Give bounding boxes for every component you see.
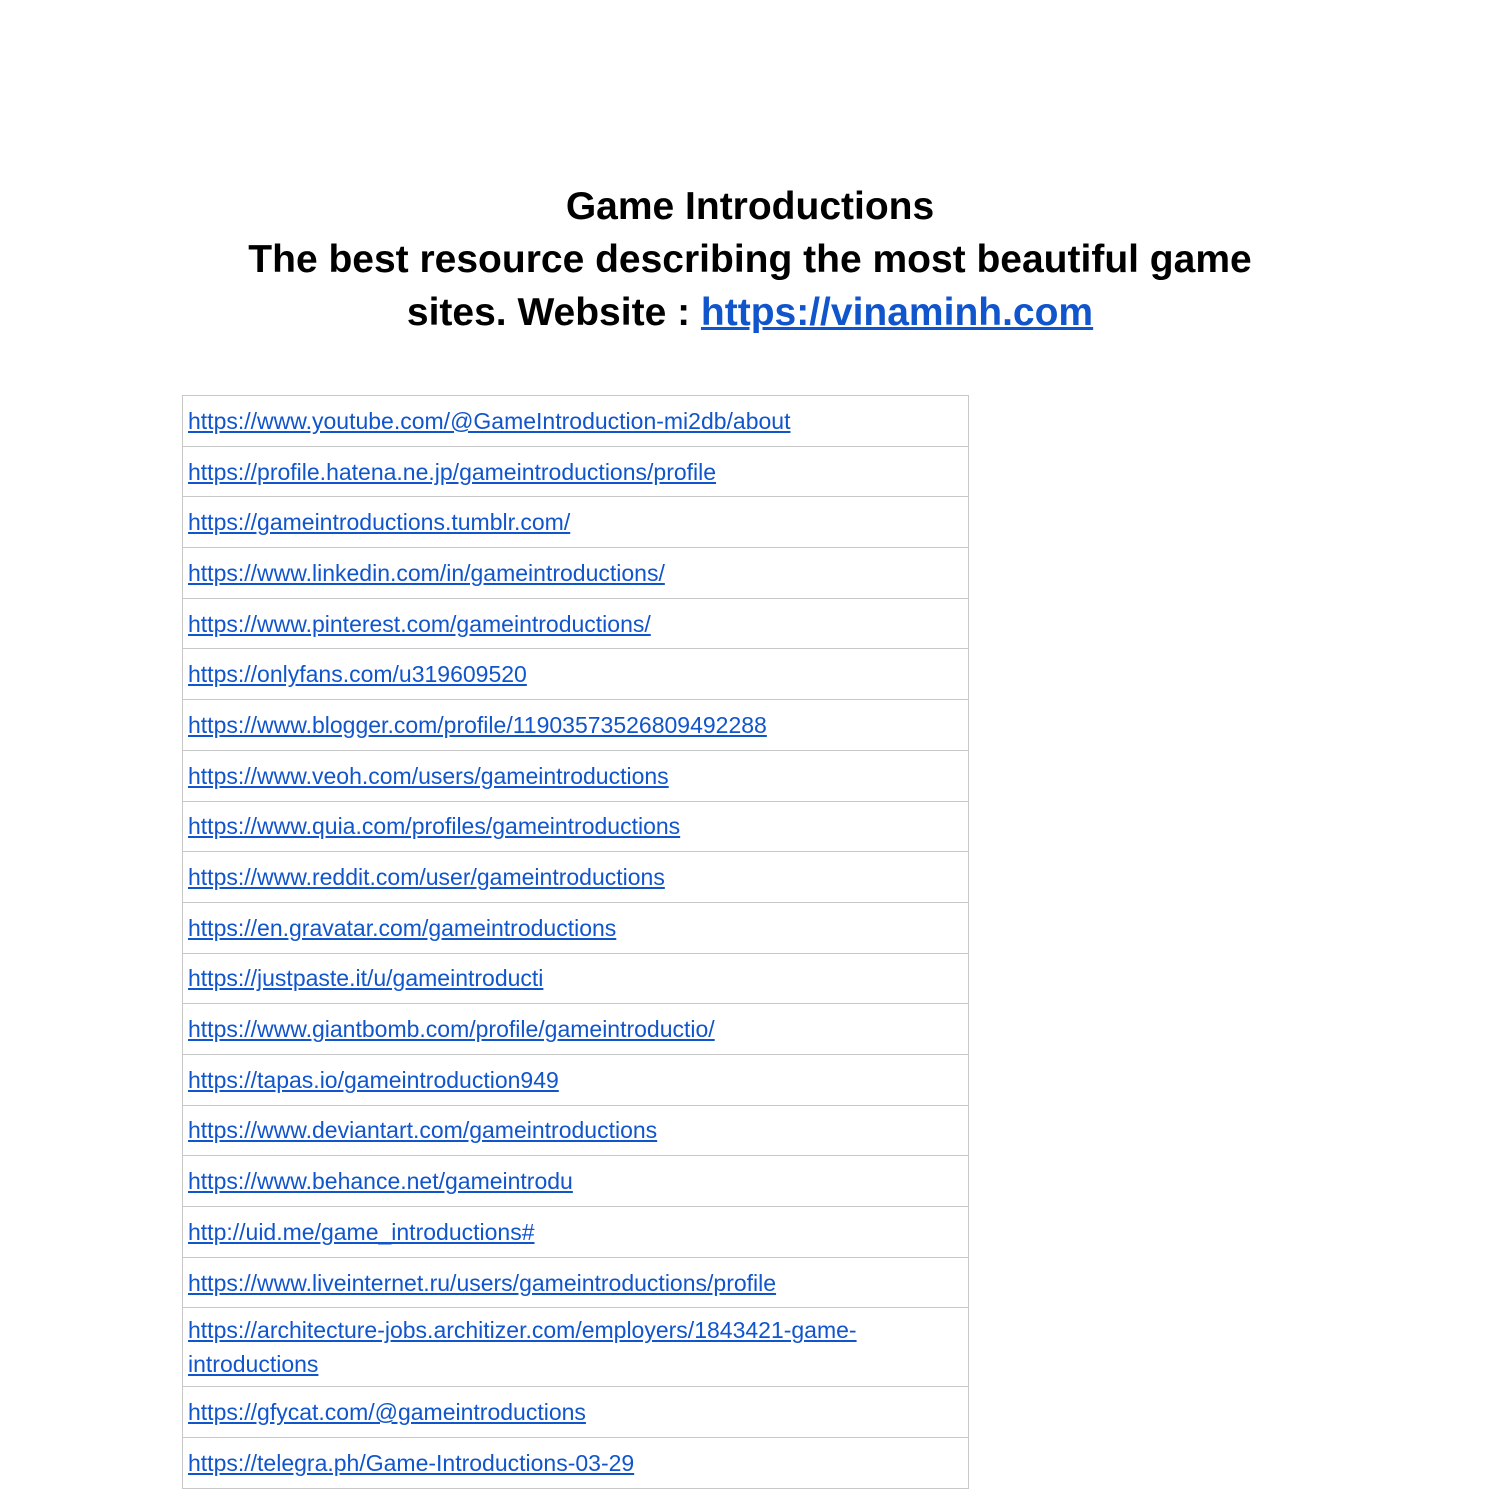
table-row [183, 1156, 969, 1207]
link-cell [183, 1257, 969, 1308]
profile-link[interactable]: https://architecture-jobs.architizer.com/employers/1843421-game-introductions [188, 1317, 857, 1378]
profile-link[interactable]: https://www.pinterest.com/gameintroductions/ [188, 610, 651, 637]
link-cell [183, 953, 969, 1004]
profile-link[interactable]: https://tapas.io/gameintroduction949 [188, 1066, 559, 1093]
subtitle-text: The best resource describing the most beautiful game sites. Website : [248, 238, 1252, 334]
profile-link[interactable]: https://gfycat.com/@gameintroductions [188, 1399, 586, 1426]
table-row [183, 598, 969, 649]
profile-link[interactable]: https://www.blogger.com/profile/11903573526809492288 [188, 711, 767, 738]
link-cell [183, 649, 969, 700]
profile-link[interactable]: https://www.reddit.com/user/gameintroductions [188, 864, 665, 891]
link-cell [183, 1308, 969, 1387]
link-cell [183, 700, 969, 751]
link-cell [183, 1156, 969, 1207]
profile-link[interactable]: https://gameintroductions.tumblr.com/ [188, 509, 571, 536]
table-row [183, 1054, 969, 1105]
link-cell [183, 396, 969, 447]
profile-link[interactable]: https://www.behance.net/gameintrodu [188, 1168, 573, 1195]
page-subtitle [220, 233, 1280, 339]
link-cell [183, 852, 969, 903]
link-cell [183, 1054, 969, 1105]
profile-link[interactable]: https://www.deviantart.com/gameintroductions [188, 1117, 658, 1144]
website-link[interactable]: https://vinaminh.com [700, 291, 1094, 334]
table-row [183, 1387, 969, 1438]
link-cell [183, 446, 969, 497]
link-cell [183, 1004, 969, 1055]
page-title: Game Introductions [565, 185, 935, 228]
profile-link[interactable]: https://onlyfans.com/u319609520 [188, 661, 527, 688]
table-row [183, 750, 969, 801]
link-cell [183, 750, 969, 801]
link-cell [183, 598, 969, 649]
table-row [183, 700, 969, 751]
table-row [183, 953, 969, 1004]
links-table [182, 395, 969, 1489]
table-row [183, 852, 969, 903]
table-row [183, 548, 969, 599]
link-cell [183, 1387, 969, 1438]
profile-link[interactable]: https://profile.hatena.ne.jp/gameintroductions/profile [188, 458, 717, 485]
profile-link[interactable]: https://www.giantbomb.com/profile/gameintroductio/ [188, 1016, 715, 1043]
profile-link[interactable]: https://telegra.ph/Game-Introductions-03-29 [188, 1449, 635, 1476]
table-row [183, 396, 969, 447]
table-row [183, 649, 969, 700]
link-cell [183, 902, 969, 953]
table-row [183, 446, 969, 497]
profile-link[interactable]: https://www.quia.com/profiles/gameintroductions [188, 813, 681, 840]
link-cell [183, 801, 969, 852]
profile-link[interactable]: https://en.gravatar.com/gameintroductions [188, 914, 617, 941]
profile-link[interactable]: https://www.veoh.com/users/gameintroductions [188, 762, 669, 789]
table-row [183, 1308, 969, 1387]
profile-link[interactable]: https://www.linkedin.com/in/gameintroductions/ [188, 559, 665, 586]
table-row [183, 1105, 969, 1156]
table-row [183, 1438, 969, 1489]
table-row [183, 1207, 969, 1258]
link-cell [183, 548, 969, 599]
table-row [183, 801, 969, 852]
profile-link[interactable]: https://www.liveinternet.ru/users/gameintroductions/profile [188, 1269, 777, 1296]
link-cell [183, 1438, 969, 1489]
profile-link[interactable]: http://uid.me/game_introductions# [188, 1218, 535, 1245]
profile-link[interactable]: https://www.youtube.com/@GameIntroduction-mi2db/about [188, 407, 791, 434]
link-cell [183, 1207, 969, 1258]
table-row [183, 1004, 969, 1055]
link-cell [183, 497, 969, 548]
link-cell [183, 1105, 969, 1156]
table-row [183, 902, 969, 953]
table-row [183, 1257, 969, 1308]
profile-link[interactable]: https://justpaste.it/u/gameintroducti [188, 965, 544, 992]
document-header [0, 180, 1500, 339]
table-row [183, 497, 969, 548]
